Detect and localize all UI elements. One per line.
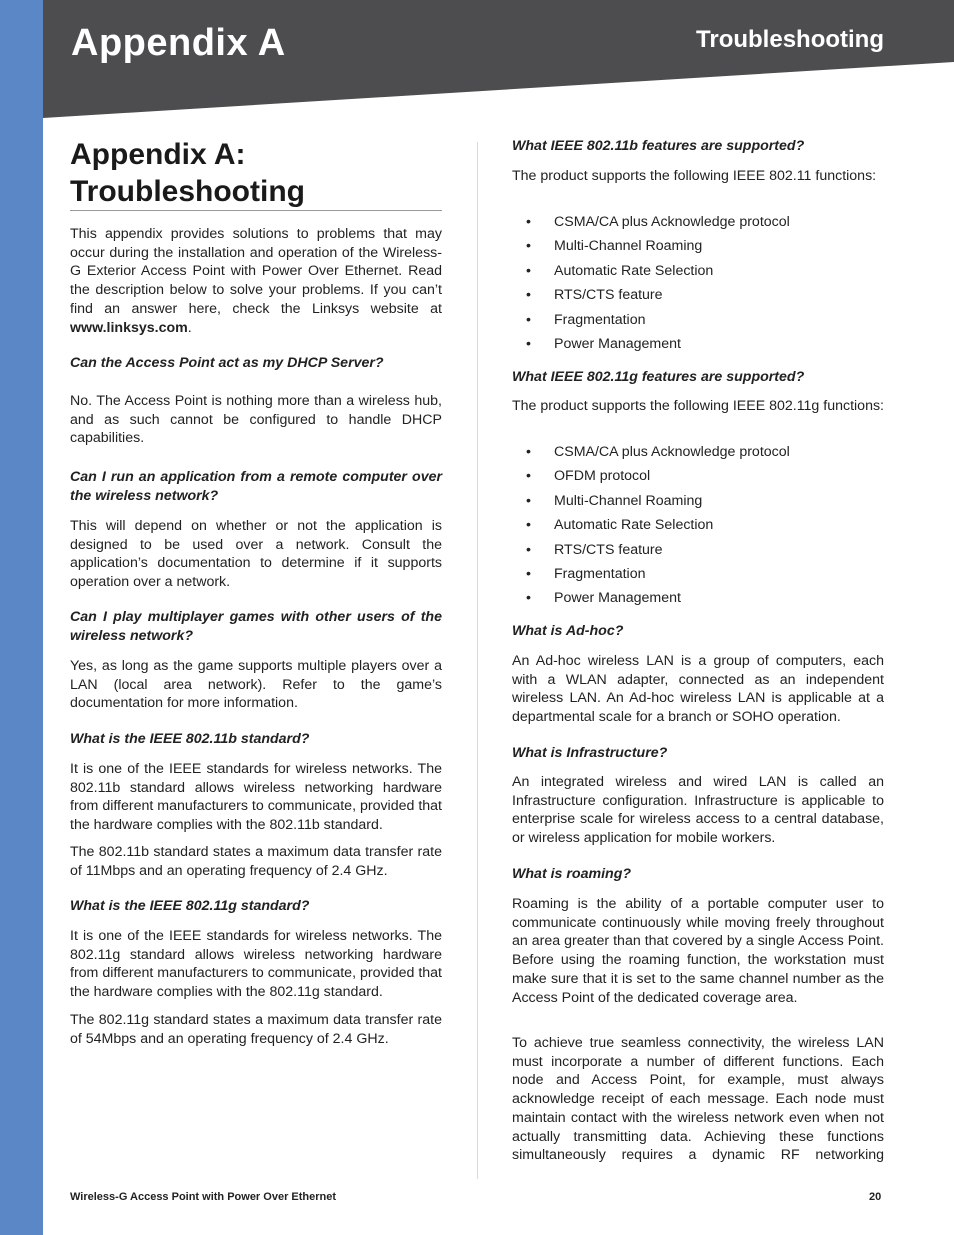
question-80211g-standard: What is the IEEE 802.11g standard?: [70, 898, 310, 914]
question-80211g-features: What IEEE 802.11g features are supported?: [512, 369, 805, 385]
page-title-line1: Appendix A:: [70, 138, 246, 171]
question-dhcp: Can the Access Point act as my DHCP Server?: [70, 355, 384, 371]
answer-infrastructure: An integrated wireless and wired LAN is called an Infrastructure configuration. Infrastructure is applicable to enterprise scale for wireless access to a central database, or wireless application for mobile workers.: [512, 774, 884, 847]
header-section-label: Troubleshooting: [696, 26, 884, 53]
list-item: • RTS/CTS feature: [512, 283, 884, 307]
answer-remote-app: This will depend on whether or not the application is designed to be used over a network. Consult the application’s documentation to determine if it supports operation over a network.: [70, 518, 442, 591]
list-item: • RTS/CTS feature: [512, 538, 884, 562]
answer-80211g-features: The product supports the following IEEE 802.11g functions:: [512, 398, 884, 414]
list-item: • CSMA/CA plus Acknowledge protocol: [512, 210, 884, 234]
list-item: • Multi-Channel Roaming: [512, 489, 884, 513]
page-title: [70, 136, 442, 210]
answer-80211b-features: The product supports the following IEEE 802.11 functions:: [512, 168, 877, 184]
side-accent-bar: [0, 0, 43, 1235]
question-remote-app: Can I run an application from a remote computer over the wireless network?: [70, 469, 442, 504]
list-item: • Multi-Channel Roaming: [512, 234, 884, 258]
answer-adhoc: An Ad-hoc wireless LAN is a group of computers, each with a WLAN adapter, connected as an independent wireless LAN. An Ad-hoc wireless LAN is applicable at a departmental scale for a branch or SOHO operation.: [512, 653, 884, 726]
answer-80211b-standard-2: The 802.11b standard states a maximum data transfer rate of 11Mbps and an operating frequency of 2.4 GHz.: [70, 844, 442, 879]
answer-dhcp: No. The Access Point is nothing more than a wireless hub, and as such cannot be configured to handle DHCP capabilities.: [70, 393, 442, 447]
footer-product-name: Wireless-G Access Point with Power Over Ethernet: [70, 1191, 337, 1203]
answer-roaming-1: Roaming is the ability of a portable computer user to communicate continuously while moving freely throughout an area greater than that covered by a single Access Point. Before using the roaming function, the workstation must make sure that it is set to the same channel number as the Access Point of the dedicated coverage area.: [512, 896, 884, 1006]
list-item: • Power Management: [512, 332, 884, 356]
answer-80211g-standard-1: It is one of the IEEE standards for wireless networks. The 802.11g standard allows wireless networking hardware from different manufacturers to communicate, provided that the hardware complies with the 802.11g standard.: [70, 928, 442, 1001]
question-80211b-standard: What is the IEEE 802.11b standard?: [70, 731, 310, 747]
question-infrastructure: What is Infrastructure?: [512, 745, 668, 761]
list-item: • Fragmentation: [512, 308, 884, 332]
list-80211g-features: [512, 440, 884, 611]
question-roaming: What is roaming?: [512, 866, 632, 882]
intro-period: .: [187, 319, 192, 336]
list-item: • Automatic Rate Selection: [512, 513, 884, 537]
question-multiplayer: Can I play multiplayer games with other users of the wireless network?: [70, 609, 442, 644]
title-underline: [70, 210, 442, 211]
header-title: Appendix A: [71, 22, 286, 64]
page-header: [43, 0, 954, 120]
list-item: • Power Management: [512, 586, 884, 610]
list-item: • Fragmentation: [512, 562, 884, 586]
question-adhoc: What is Ad-hoc?: [512, 623, 624, 639]
answer-80211g-standard-2: The 802.11g standard states a maximum data transfer rate of 54Mbps and an operating frequency of 2.4 GHz.: [70, 1012, 442, 1047]
answer-roaming-2: To achieve true seamless connectivity, the wireless LAN must incorporate a number of different functions. Each node and Access Point, for example, must always acknowledge receipt of each message. Each node must maintain contact with the wireless network even when not actually transmitting data. Achieving these functions simultaneously requires a dynamic RF networking: [512, 1035, 884, 1164]
intro-paragraph: [70, 225, 442, 337]
list-item: • CSMA/CA plus Acknowledge protocol: [512, 440, 884, 464]
linksys-website-link[interactable]: www.linksys.com: [70, 319, 188, 336]
intro-text: This appendix provides solutions to problems that may occur during the installation and operation of the Wireless-G Exterior Access Point with Power Over Ethernet. Read the description below to solve your problems. If you can’t find an answer here, check the Linksys website at: [70, 226, 442, 317]
column-divider: [477, 142, 478, 1179]
list-item: • OFDM protocol: [512, 464, 884, 488]
question-80211b-features: What IEEE 802.11b features are supported?: [512, 138, 805, 154]
page-title-line2: Troubleshooting: [70, 175, 305, 208]
answer-80211b-standard-1: It is one of the IEEE standards for wireless networks. The 802.11b standard allows wireless networking hardware from different manufacturers to communicate, provided that the hardware complies with the 802.11b standard.: [70, 761, 442, 834]
list-80211b-features: [512, 210, 884, 356]
list-item: • Automatic Rate Selection: [512, 259, 884, 283]
page-number: 20: [869, 1191, 882, 1203]
answer-multiplayer: Yes, as long as the game supports multiple players over a LAN (local area network). Refer to the game’s documentation for more information.: [70, 658, 442, 712]
